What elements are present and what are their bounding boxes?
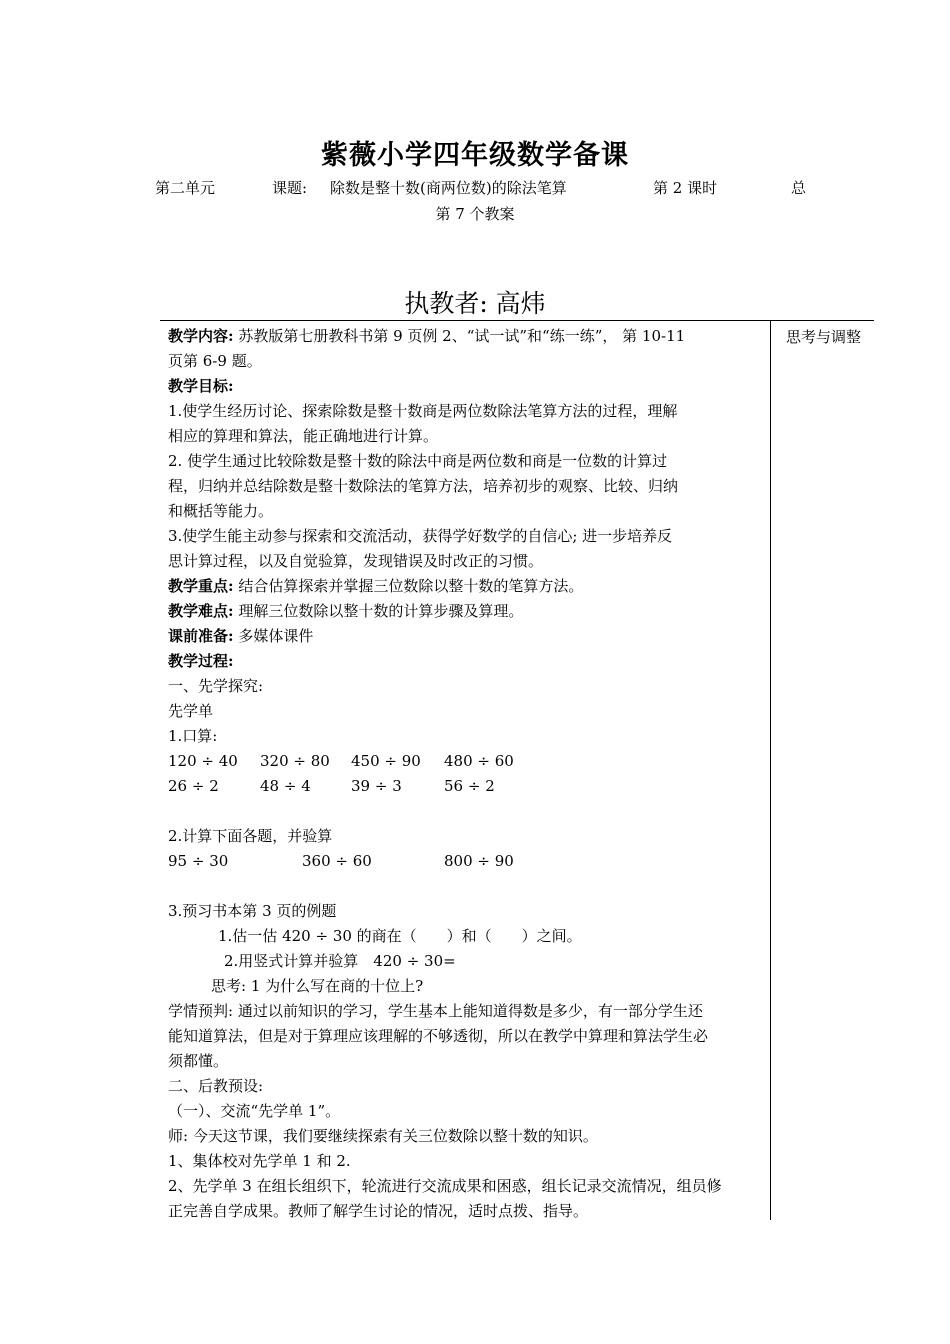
section-1-heading: 一、先学探究: [168, 677, 264, 695]
key-point-label: 教学重点: [168, 577, 234, 595]
difficulty-line [168, 599, 766, 624]
teaching-content-text-2: 页第 6-9 题。 [168, 352, 262, 370]
teaching-content-label: 教学内容: [168, 327, 234, 345]
teacher-remark: 师: 今天这节课，我们要继续探索有关三位数除以整十数的知识。 [168, 1127, 598, 1145]
step-2-line-2: 正完善自学成果。教师了解学生讨论的情况，适时点拨、指导。 [168, 1202, 589, 1220]
calc-row-3 [168, 849, 766, 874]
key-point-text: 结合估算探索并掌握三位数除以整十数的笔算方法。 [233, 577, 584, 595]
prediction-line-1: 学情预判: 通过以前知识的学习，学生基本上能知道得数是多少，有一部分学生还 [168, 1002, 703, 1020]
goal-3-line-2: 思计算过程，以及自觉验算，发现错误及时改正的习惯。 [168, 552, 544, 570]
question-2: 2.计算下面各题，并验算 [168, 827, 333, 845]
calc-item: 39 ÷ 3 [351, 777, 402, 795]
goals-label: 教学目标: [168, 377, 234, 395]
table-top-border [160, 320, 874, 321]
worksheet-heading: 先学单 [168, 702, 214, 720]
calc-item: 56 ÷ 2 [444, 777, 495, 795]
topic-label: 课题: [272, 179, 308, 197]
teacher-name: 执教者: 高炜 [404, 289, 546, 318]
total-label: 总 [791, 179, 807, 197]
teaching-content-line [168, 324, 766, 349]
calc-item: 480 ÷ 60 [444, 752, 514, 770]
question-3-part-1: 1.估一估 420 ÷ 30 的商在（ ）和（ ）之间。 [218, 927, 582, 945]
topic-title: 除数是整十数(商两位数)的除法笔算 [330, 179, 567, 197]
question-3: 3.预习书本第 3 页的例题 [168, 902, 337, 920]
calc-row-1 [168, 749, 766, 774]
teaching-content-text: 苏教版第七册教科书第 9 页例 2、“试一试”和“练一练”， 第 10-11 [233, 327, 686, 345]
lesson-plan-body [168, 324, 766, 1224]
question-3-part-2: 2.用竖式计算并验算 420 ÷ 30= [224, 952, 456, 970]
goal-1-line-2: 相应的算理和算法，能正确地进行计算。 [168, 427, 439, 445]
key-point-line [168, 574, 766, 599]
step-2-line-1: 2、先学单 3 在组长组织下，轮流进行交流成果和困惑，组长记录交流情况，组员修 [168, 1177, 722, 1195]
step-1: 1、集体校对先学单 1 和 2. [168, 1152, 351, 1170]
prep-label: 课前准备: [168, 627, 234, 645]
side-note-heading: 思考与调整 [786, 328, 862, 346]
goal-2-line-3: 和概括等能力。 [168, 502, 274, 520]
difficulty-text: 理解三位数除以整十数的计算步骤及算理。 [233, 602, 524, 620]
period-label: 第 2 课时 [653, 179, 718, 197]
calc-item: 120 ÷ 40 [168, 752, 238, 770]
prediction-line-2: 能知道算法，但是对于算理应该理解的不够透彻，所以在教学中算理和算法学生必 [168, 1027, 709, 1045]
subsection-1-heading: （一）、交流“先学单 1”。 [168, 1102, 341, 1120]
question-1: 1.口算: [168, 727, 218, 745]
goal-2-line-2: 程，归纳并总结除数是整十数除法的笔算方法，培养初步的观察、比较、归纳 [168, 477, 679, 495]
difficulty-label: 教学难点: [168, 602, 234, 620]
table-column-divider [770, 320, 771, 1220]
goal-1-line-1: 1.使学生经历讨论、探索除数是整十数商是两位数除法笔算方法的过程，理解 [168, 402, 678, 420]
process-label: 教学过程: [168, 652, 234, 670]
page-title: 紫薇小学四年级数学备课 [321, 140, 629, 171]
unit-label: 第二单元 [155, 179, 216, 197]
calc-item: 360 ÷ 60 [302, 852, 372, 870]
calc-item: 26 ÷ 2 [168, 777, 219, 795]
section-2-heading: 二、后教预设: [168, 1077, 264, 1095]
calc-item: 320 ÷ 80 [260, 752, 330, 770]
goal-3-line-1: 3.使学生能主动参与探索和交流活动，获得学好数学的自信心; 进一步培养反 [168, 527, 673, 545]
prep-line [168, 624, 766, 649]
prediction-line-3: 须都懂。 [168, 1052, 229, 1070]
question-3-think: 思考: 1 为什么写在商的十位上? [211, 977, 424, 995]
goal-2-line-1: 2. 使学生通过比较除数是整十数的除法中商是两位数和商是一位数的计算过 [168, 452, 668, 470]
calc-item: 48 ÷ 4 [260, 777, 311, 795]
prep-text: 多媒体课件 [233, 627, 314, 645]
calc-item: 450 ÷ 90 [351, 752, 421, 770]
calc-item: 95 ÷ 30 [168, 852, 229, 870]
spacer [168, 799, 766, 824]
calc-item: 800 ÷ 90 [444, 852, 514, 870]
spacer [168, 874, 766, 899]
calc-row-2 [168, 774, 766, 799]
lesson-count: 第 7 个教案 [435, 205, 515, 223]
